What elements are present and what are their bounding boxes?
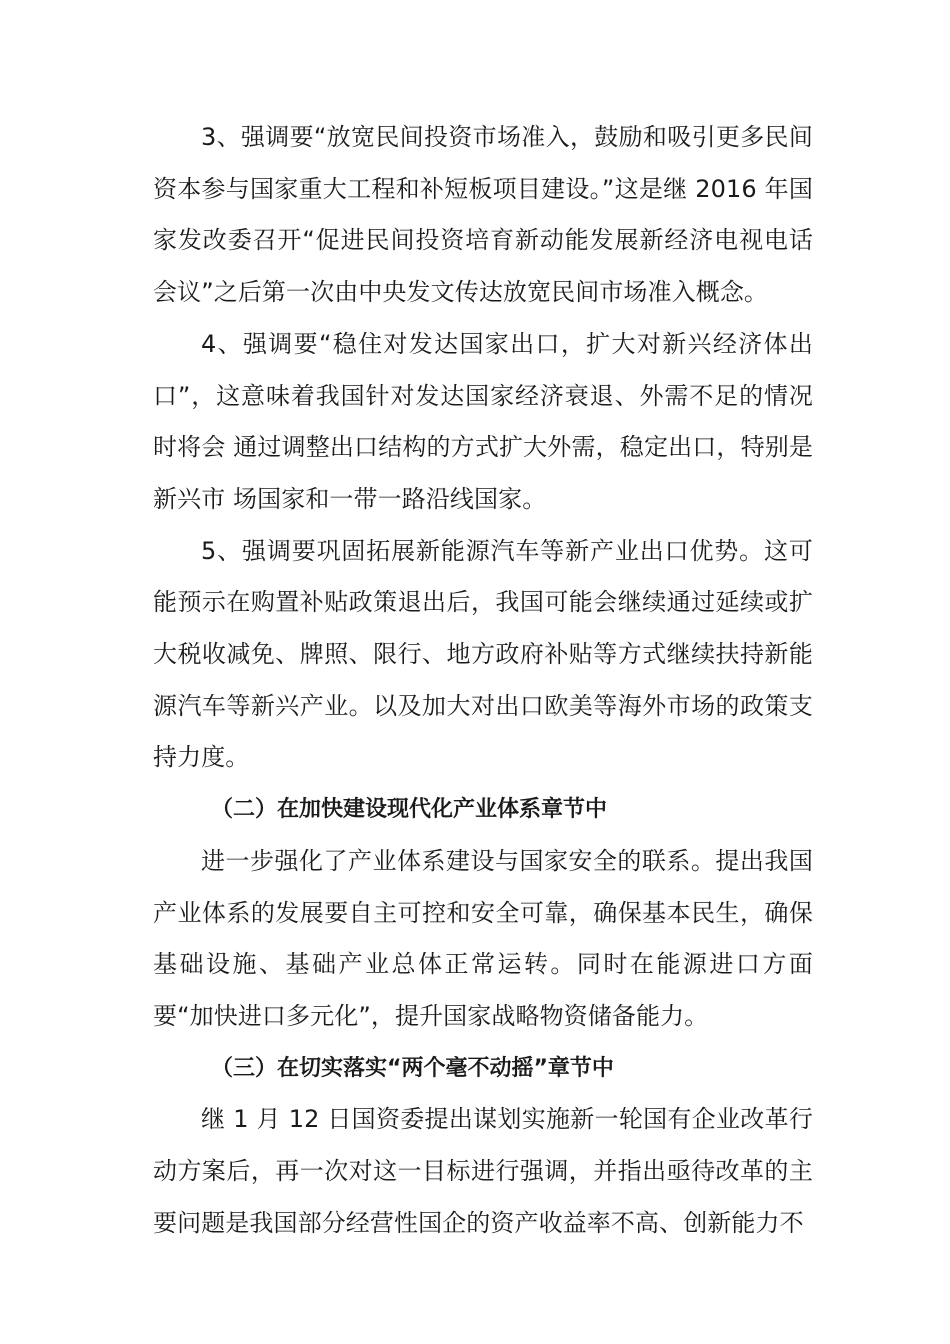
document-body — [153, 112, 813, 1249]
section-heading-industrial-system: （二）在加快建设现代化产业体系章节中 — [211, 797, 608, 823]
section-body-industrial-system: 进一步强化了产业体系建设与国家安全的联系。提出我国产业体系的发展要自主可控和安全可靠，确保基本民生，确保基础设施、基础产业总体正常运转。同时在能源进口方面要“加快进口多元化”，提升国家战略物资储备能力。 — [153, 846, 813, 1030]
paragraph-item-3: 3、强调要“放宽民间投资市场准入，鼓励和吸引更多民间资本参与国家重大工程和补短板项目建设。”这是继 2016 年国家发改委召开“促进民间投资培育新动能发展新经济电视电话会议”之后第一次由中央发文传达放宽民间市场准入概念。 — [153, 123, 813, 307]
section-heading-two-unwavering: （三）在切实落实“两个毫不动摇”章节中 — [211, 1055, 614, 1081]
paragraph-item-5: 5、强调要巩固拓展新能源汽车等新产业出口优势。这可能预示在购置补贴政策退出后，我国可能会继续通过延续或扩大税收减免、牌照、限行、地方政府补贴等方式继续扶持新能源汽车等新兴产业。以及加大对出口欧美等海外市场的政策支持力度。 — [153, 536, 813, 772]
paragraph-item-4: 4、强调要“稳住对发达国家出口，扩大对新兴经济体出口”，这意味着我国针对发达国家经济衰退、外需不足的情况时将会 通过调整出口结构的方式扩大外需，稳定出口，特别是新兴市 场国家和一带一路沿线国家。 — [153, 329, 813, 513]
section-body-two-unwavering: 继 1 月 12 日国资委提出谋划实施新一轮国有企业改革行动方案后，再一次对这一目标进行强调，并指出亟待改革的主要问题是我国部分经营性国企的资产收益率不高、创新能力不 — [153, 1105, 813, 1237]
